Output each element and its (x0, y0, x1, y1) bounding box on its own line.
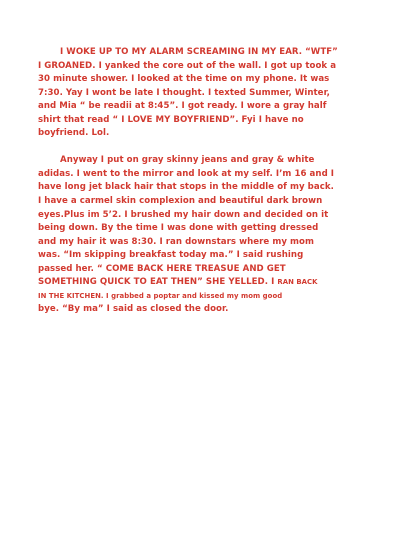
text-line: boyfriend. Lol. (38, 128, 110, 139)
paragraph-1 (38, 46, 388, 141)
story-text (38, 46, 388, 330)
text-line: and my hair it was 8:30. I ran downstars where my mom (38, 236, 314, 247)
text-line: was. “Im skipping breakfast today ma.” I said rushing (38, 250, 304, 261)
text-line: I GROANED. I yanked the core out of the wall. I got up took a (38, 60, 337, 71)
text-line: and Mia “ be readii at 8:45”. I got ready. I wore a gray half (38, 101, 327, 112)
text-line: shirt that read “ I LOVE MY BOYFRIEND”. Fyi I have no (38, 114, 304, 125)
text-line: passed her. “ COME BACK HERE TREASUE AND GET (38, 263, 286, 274)
text-line: SOMETHING QUICK TO EAT THEN” SHE YELLED. I RAN BACK (38, 277, 318, 288)
inline-small-text: RAN BACK (277, 278, 318, 287)
text-line: IN THE KITCHEN. I grabbed a poptar and kissed my mom good (38, 291, 283, 300)
text-line: being down. By the time I was done with getting dressed (38, 223, 319, 234)
text-line: adidas. I went to the mirror and look at my self. I’m 16 and I (38, 168, 335, 179)
text-line: 7:30. Yay I wont be late I thought. I texted Summer, Winter, (38, 87, 330, 98)
text-line: eyes.Plus im 5’2. I brushed my hair down and decided on it (38, 209, 329, 220)
text-line: 30 minute shower. I looked at the time on my phone. It was (38, 74, 330, 85)
text-line: I have a carmel skin complexion and beautiful dark brown (38, 196, 323, 207)
text-line: Anyway I put on gray skinny jeans and gray & white (60, 155, 315, 166)
text-line: bye. “By ma” I said as closed the door. (38, 304, 229, 315)
paragraph-2 (38, 154, 388, 317)
text-line: I WOKE UP TO MY ALARM SCREAMING IN MY EAR. “WTF” (60, 47, 338, 57)
text-line: have long jet black hair that stops in the middle of my back. (38, 182, 334, 193)
